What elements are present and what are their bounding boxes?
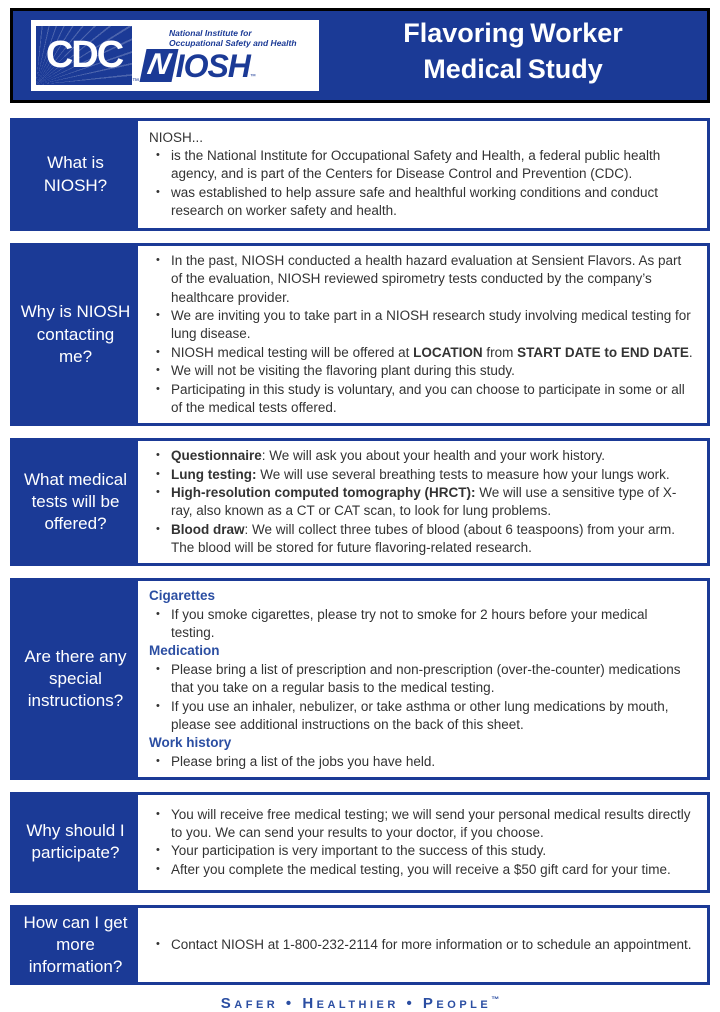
section-label: Are there any special instructions? <box>13 581 138 777</box>
info-section <box>10 792 710 893</box>
bullet-item: • We are inviting you to take part in a NIOSH research study involving medical testing for lung disease. <box>149 307 693 344</box>
section-content <box>138 581 707 777</box>
content-heading: Medication <box>149 643 220 659</box>
niosh-tagline-line1: National Institute for <box>169 27 252 38</box>
content-heading: Cigarettes <box>149 588 216 604</box>
info-section <box>10 905 710 985</box>
section-label: Why should I participate? <box>13 795 138 890</box>
bullet-list <box>149 147 693 220</box>
bullet-item: • We will not be visiting the flavoring plant during this study. <box>149 362 693 380</box>
page-title-line2: Medical Study <box>423 53 603 84</box>
cdc-logo <box>36 26 132 85</box>
content-intro: NIOSH... <box>149 129 204 145</box>
content-heading: Work history <box>149 735 232 751</box>
footer-trademark: ™ <box>491 995 500 1005</box>
niosh-wordmark <box>143 48 297 85</box>
cdc-logo-text: CDC <box>45 34 123 76</box>
info-section <box>10 118 710 231</box>
bullet-list <box>149 661 693 734</box>
bullet-list <box>149 252 693 417</box>
cdc-trademark: ™ <box>132 78 139 85</box>
niosh-tagline-line2: Occupational Safety and Health <box>169 37 297 48</box>
page-title <box>319 16 707 94</box>
info-section <box>10 243 710 426</box>
bullet-item: • Contact NIOSH at 1-800-232-2114 for more information or to schedule an appointment. <box>149 936 693 954</box>
section-label: How can I get more information? <box>13 908 138 982</box>
bullet-list <box>149 806 693 879</box>
niosh-n-block: N <box>139 49 178 82</box>
bullet-item: • You will receive free medical testing; we will send your personal medical results directly to you. We can send your results to your doctor, if you choose. <box>149 806 693 843</box>
bullet-list <box>149 936 693 954</box>
section-label: Why is NIOSH contacting me? <box>13 246 138 423</box>
bullet-item: • was established to help assure safe and healthful working conditions and conduct research on worker safety and health. <box>149 184 693 221</box>
section-content <box>138 795 707 890</box>
footer-tagline-text: Safer • Healthier • People <box>220 995 492 1012</box>
bullet-item: • If you use an inhaler, nebulizer, or take asthma or other lung medications by mouth, please see additional instructions on the back of this sheet. <box>149 698 693 735</box>
bullet-item: • Please bring a list of the jobs you have held. <box>149 753 693 771</box>
bullet-item: • is the National Institute for Occupational Safety and Health, a federal public health agency, and is part of the Centers for Disease Control and Prevention (CDC). <box>149 147 693 184</box>
info-section <box>10 438 710 566</box>
bullet-item: • After you complete the medical testing, you will receive a $50 gift card for your time. <box>149 861 693 879</box>
logo-box <box>31 20 319 91</box>
header-band <box>10 8 710 103</box>
bullet-item: • In the past, NIOSH conducted a health hazard evaluation at Sensient Flavors. As part of the evaluation, NIOSH reviewed spirometry tests conducted by the company’s healthcare provider. <box>149 252 693 307</box>
bullet-item: • Your participation is very important to the success of this study. <box>149 842 693 860</box>
bullet-item: • NIOSH medical testing will be offered at LOCATION from START DATE to END DATE. <box>149 344 693 362</box>
sections <box>0 118 720 985</box>
bullet-item: • Participating in this study is voluntary, and you can choose to participate in some or all of the medical tests offered. <box>149 381 693 418</box>
bullet-item: • Lung testing: We will use several breathing tests to measure how your lungs work. <box>149 466 693 484</box>
page-title-line1: Flavoring Worker <box>403 18 623 49</box>
bullet-list <box>149 606 693 643</box>
niosh-trademark: ™ <box>249 74 256 81</box>
niosh-tagline <box>169 29 297 49</box>
section-label: What medical tests will be offered? <box>13 441 138 563</box>
section-label: What is NIOSH? <box>13 121 138 228</box>
section-content <box>138 441 707 563</box>
bullet-item: • Please bring a list of prescription and non-prescription (over-the-counter) medications that you take on a regular basis to the medical testing. <box>149 661 693 698</box>
section-content <box>138 908 707 982</box>
bullet-list <box>149 447 693 557</box>
bullet-item: • If you smoke cigarettes, please try not to smoke for 2 hours before your medical testing. <box>149 606 693 643</box>
bullet-item: • Questionnaire: We will ask you about your health and your work history. <box>149 447 693 465</box>
bullet-item: • High-resolution computed tomography (HRCT): We will use a sensitive type of X-ray, also known as a CT or CAT scan, to look for lung problems. <box>149 484 693 521</box>
info-section <box>10 578 710 780</box>
section-content <box>138 246 707 423</box>
footer-tagline <box>0 995 720 1012</box>
niosh-logo <box>143 29 297 83</box>
niosh-wordmark-rest: IOSH <box>175 48 250 85</box>
bullet-list <box>149 753 693 771</box>
bullet-item: • Blood draw: We will collect three tubes of blood (about 6 teaspoons) from your arm. The blood will be stored for future flavoring-related research. <box>149 521 693 558</box>
section-content <box>138 121 707 228</box>
